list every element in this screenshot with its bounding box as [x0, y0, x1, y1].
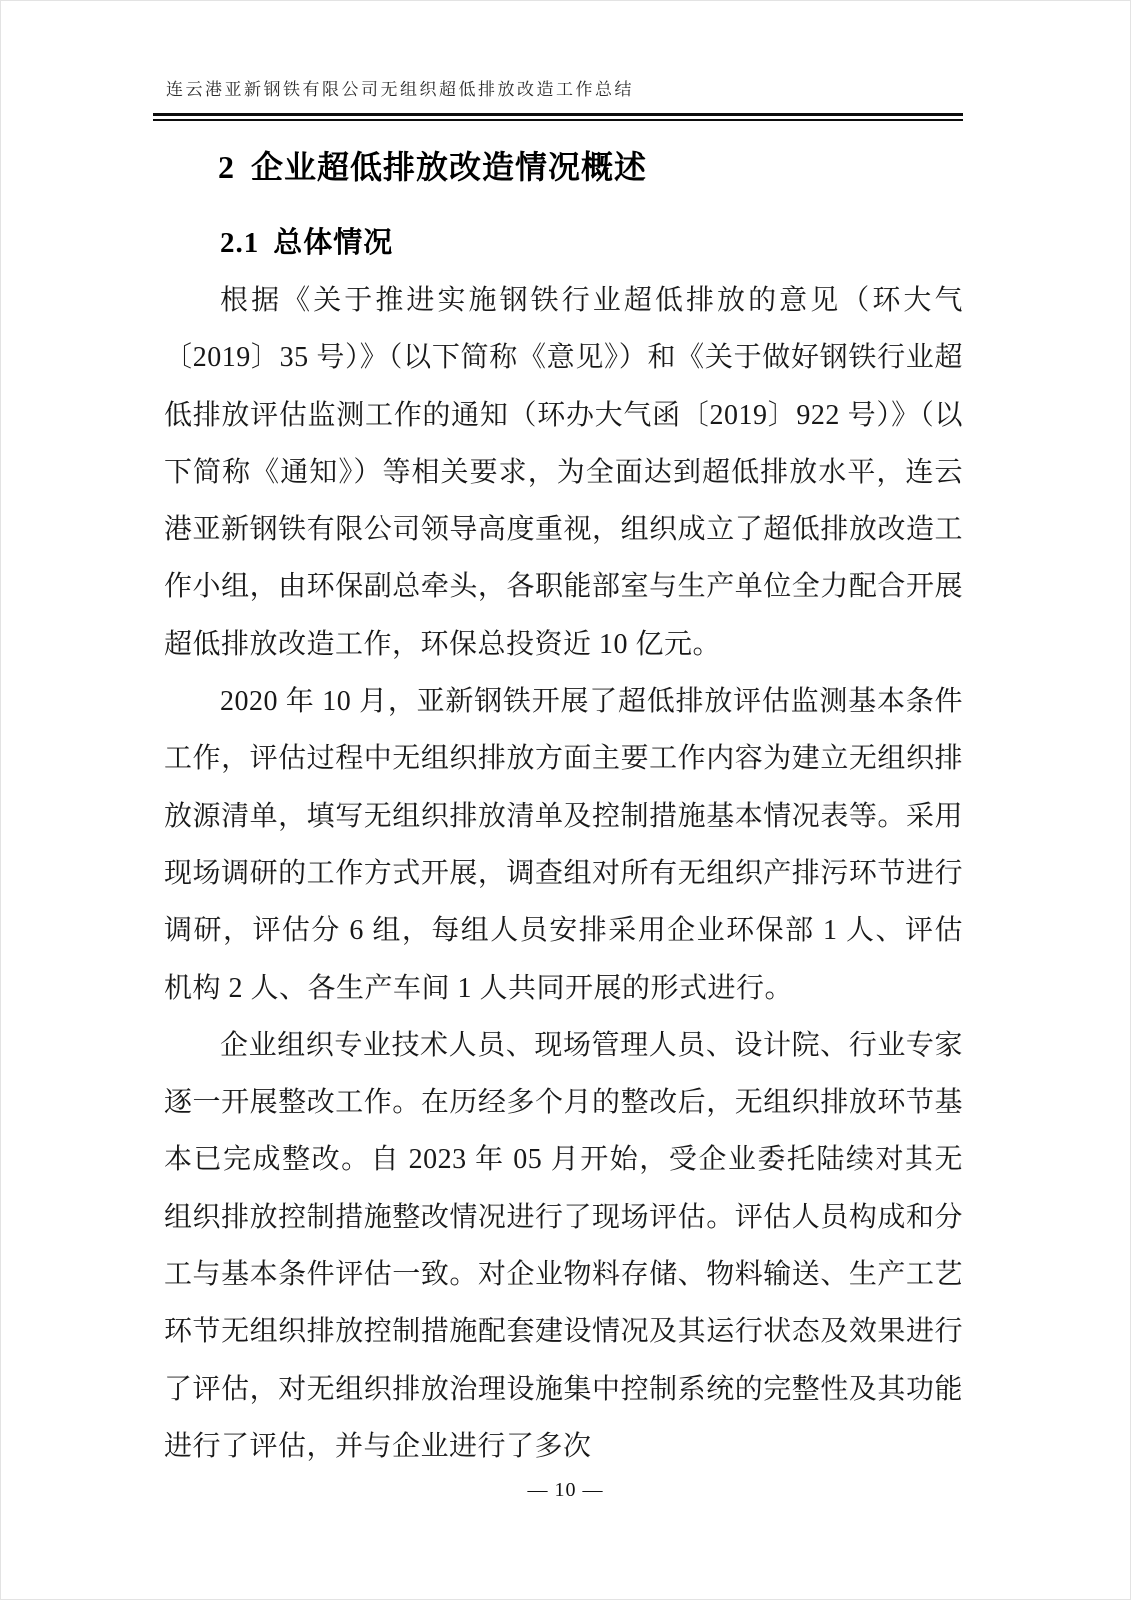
subsection-heading: [164, 225, 963, 261]
page-number: — 10 —: [527, 1479, 604, 1501]
body-paragraph: 根据《关于推进实施钢铁行业超低排放的意见（环大气〔2019〕35 号）》（以下简称《意见》）和《关于做好钢铁行业超低排放评估监测工作的通知（环办大气函〔2019〕922 号）》（以下简称《通知》）等相关要求，为全面达到超低排放水平，连云港亚新钢铁有限公司领导高度重视，组织成立了超低排放改造工作小组，由环保副总牵头，各职能部室与生产单位全力配合开展超低排放改造工作，环保总投资近 10 亿元。: [164, 285, 963, 660]
section-heading: [164, 147, 963, 187]
body-paragraph: 企业组织专业技术人员、现场管理人员、设计院、行业专家逐一开展整改工作。在历经多个月的整改后，无组织排放环节基本已完成整改。自 2023 年 05 月开始，受企业委托陆续对其无组织排放控制措施整改情况进行了现场评估。评估人员构成和分工与基本条件评估一致。对企业物料存储、物料输送、生产工艺环节无组织排放控制措施配套建设情况及其运行状态及效果进行了评估，对无组织排放治理设施集中控制系统的完整性及其功能进行了评估，并与企业进行了多次: [164, 1029, 963, 1462]
section-title: 企业超低排放改造情况概述: [251, 149, 648, 185]
subsection-number: 2.1: [220, 227, 260, 259]
paragraph-block: [164, 272, 963, 1475]
subsection-title: 总体情况: [273, 227, 394, 259]
body-paragraph: 2020 年 10 月，亚新钢铁开展了超低排放评估监测基本条件工作，评估过程中无组织排放方面主要工作内容为建立无组织排放源清单，填写无组织排放清单及控制措施基本情况表等。采用现场调研的工作方式开展，调查组对所有无组织产排污环节进行调研，评估分 6 组，每组人员安排采用企业环保部 1 人、评估机构 2 人、各生产车间 1 人共同开展的形式进行。: [164, 686, 963, 1004]
section-number: 2: [218, 149, 235, 185]
document-body: [164, 1, 963, 1475]
running-header-title: 连云港亚新钢铁有限公司无组织超低排放改造工作总结: [166, 80, 634, 99]
